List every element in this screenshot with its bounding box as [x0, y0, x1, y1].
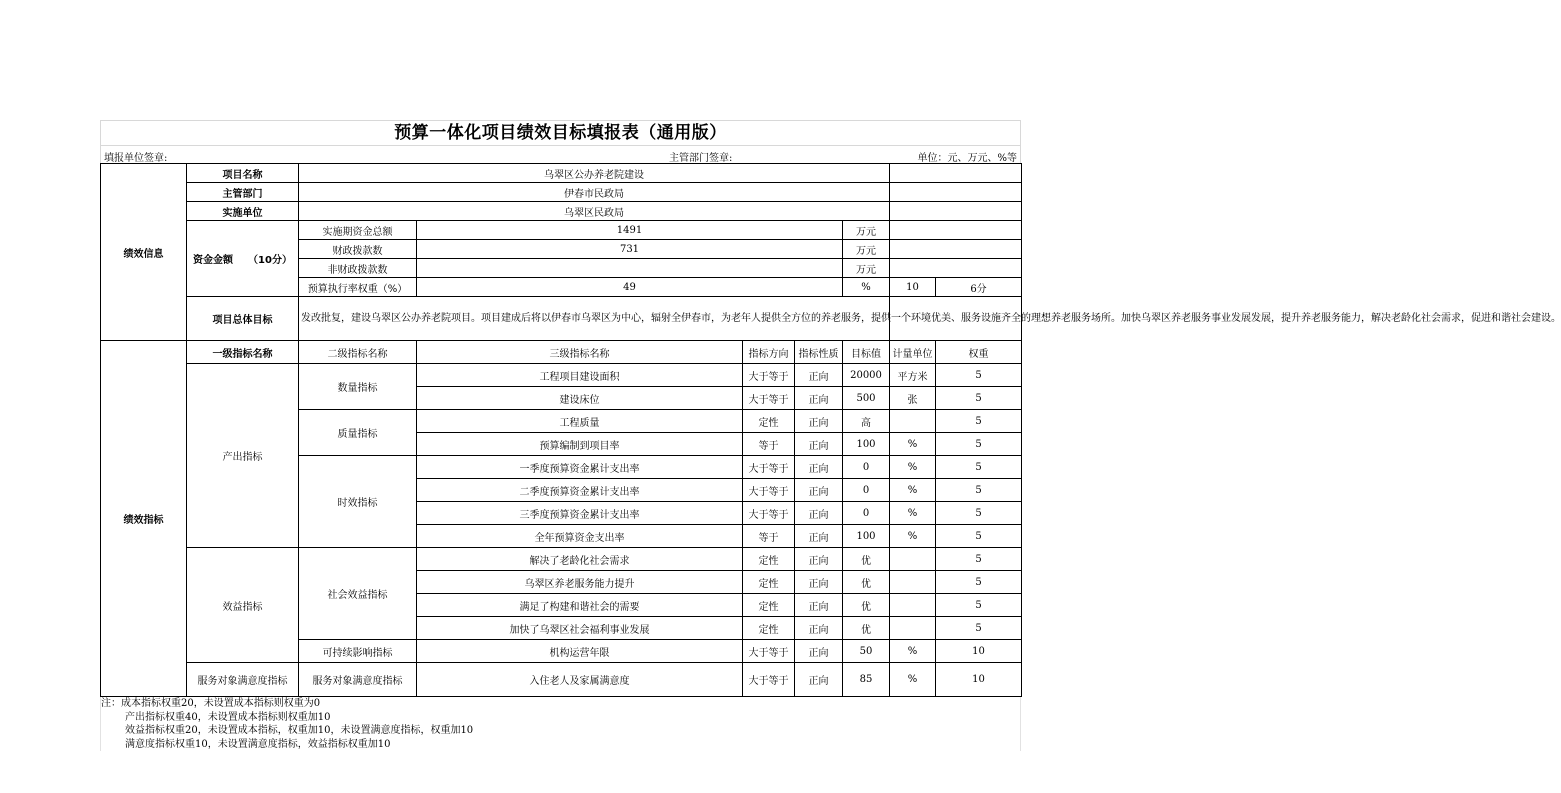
funds-total-unit: 万元 [843, 221, 890, 240]
funds-total-label: 实施期资金总额 [299, 221, 417, 240]
indicator-target-value: 优 [843, 617, 890, 640]
indicator-target-value: 优 [843, 594, 890, 617]
level3-indicator-name: 解决了老龄化社会需求 [417, 548, 743, 571]
indicator-weight: 5 [936, 433, 1022, 456]
dept-sign-label: 主管部门签章: [669, 153, 733, 164]
header-weight: 权重 [936, 341, 1022, 364]
indicator-unit: % [890, 640, 936, 663]
indicator-nature: 正向 [795, 640, 843, 663]
indicator-direction: 大于等于 [743, 387, 795, 410]
level3-indicator-name: 入住老人及家属满意度 [417, 663, 743, 697]
impl-unit-value: 乌翠区民政局 [299, 202, 890, 221]
indicator-weight: 5 [936, 364, 1022, 387]
level3-indicator-name: 三季度预算资金累计支出率 [417, 502, 743, 525]
level1-indicator-name: 服务对象满意度指标 [187, 663, 299, 697]
funds-total-value: 1491 [417, 221, 843, 240]
indicator-target-value: 500 [843, 387, 890, 410]
indicator-nature: 正向 [795, 617, 843, 640]
level3-indicator-name: 机构运营年限 [417, 640, 743, 663]
indicator-direction: 定性 [743, 571, 795, 594]
level3-indicator-name: 工程质量 [417, 410, 743, 433]
indicator-direction: 大于等于 [743, 640, 795, 663]
indicator-weight: 5 [936, 594, 1022, 617]
indicator-nature: 正向 [795, 571, 843, 594]
header-direction: 指标方向 [743, 341, 795, 364]
indicator-direction: 大于等于 [743, 364, 795, 387]
performance-table [100, 163, 1561, 697]
level2-indicator-name: 服务对象满意度指标 [299, 663, 417, 697]
funds-label: 资金金额 （10分） [187, 221, 299, 297]
indicator-target-value: 0 [843, 479, 890, 502]
indicator-unit: % [890, 456, 936, 479]
header-unit: 计量单位 [890, 341, 936, 364]
level3-indicator-name: 二季度预算资金累计支出率 [417, 479, 743, 502]
level1-indicator-name: 产出指标 [187, 364, 299, 548]
indicator-direction: 大于等于 [743, 479, 795, 502]
indicator-unit: % [890, 663, 936, 697]
indicator-weight: 10 [936, 663, 1022, 697]
exec-rate-score: 6分 [936, 278, 1022, 297]
form-title: 预算一体化项目绩效目标填报表（通用版） [100, 120, 1021, 145]
level2-indicator-name: 可持续影响指标 [299, 640, 417, 663]
indicator-nature: 正向 [795, 433, 843, 456]
indicator-direction: 大于等于 [743, 456, 795, 479]
indicator-target-value: 20000 [843, 364, 890, 387]
header-level3: 三级指标名称 [417, 341, 743, 364]
section-performance-indicators: 绩效指标 [101, 341, 187, 697]
form-sheet [100, 120, 1561, 751]
sign-row [100, 145, 1021, 163]
indicator-row [101, 364, 1022, 387]
indicator-nature: 正向 [795, 387, 843, 410]
indicator-direction: 等于 [743, 525, 795, 548]
indicator-target-value: 优 [843, 571, 890, 594]
project-name-value: 乌翠区公办养老院建设 [299, 164, 890, 183]
funds-fiscal-label: 财政拨款数 [299, 240, 417, 259]
indicator-unit: % [890, 502, 936, 525]
indicator-nature: 正向 [795, 663, 843, 697]
note-line: 注：成本指标权重20，未设置成本指标则权重为0 [101, 698, 321, 709]
indicator-unit [890, 594, 936, 617]
level3-indicator-name: 乌翠区养老服务能力提升 [417, 571, 743, 594]
indicator-unit: % [890, 479, 936, 502]
dept-value: 伊春市民政局 [299, 183, 890, 202]
indicator-weight: 5 [936, 479, 1022, 502]
indicator-weight: 5 [936, 502, 1022, 525]
indicator-weight: 5 [936, 571, 1022, 594]
note-line: 效益指标权重20，未设置成本指标，权重加10，未设置满意度指标，权重加10 [125, 725, 474, 736]
indicator-nature: 正向 [795, 594, 843, 617]
section-performance-info: 绩效信息 [101, 164, 187, 341]
level3-indicator-name: 工程项目建设面积 [417, 364, 743, 387]
indicator-nature: 正向 [795, 548, 843, 571]
level3-indicator-name: 预算编制到项目率 [417, 433, 743, 456]
indicator-target-value: 0 [843, 456, 890, 479]
indicator-unit [890, 571, 936, 594]
indicator-nature: 正向 [795, 479, 843, 502]
level2-indicator-name: 社会效益指标 [299, 548, 417, 640]
exec-rate-value: 49 [417, 278, 843, 297]
funds-nonfiscal-label: 非财政拨款数 [299, 259, 417, 278]
level1-indicator-name: 效益指标 [187, 548, 299, 663]
indicator-target-value: 100 [843, 433, 890, 456]
indicator-direction: 大于等于 [743, 663, 795, 697]
funds-nonfiscal-value [417, 259, 843, 278]
level3-indicator-name: 满足了构建和谐社会的需要 [417, 594, 743, 617]
level3-indicator-name: 加快了乌翠区社会福利事业发展 [417, 617, 743, 640]
level2-indicator-name: 时效指标 [299, 456, 417, 548]
indicator-direction: 大于等于 [743, 502, 795, 525]
indicator-direction: 定性 [743, 594, 795, 617]
indicator-nature: 正向 [795, 525, 843, 548]
indicator-weight: 5 [936, 387, 1022, 410]
indicator-unit: % [890, 433, 936, 456]
indicator-target-value: 100 [843, 525, 890, 548]
indicator-target-value: 50 [843, 640, 890, 663]
header-target: 目标值 [843, 341, 890, 364]
indicator-direction: 定性 [743, 548, 795, 571]
overall-goal-label: 项目总体目标 [187, 297, 299, 341]
exec-rate-label: 预算执行率权重（%） [299, 278, 417, 297]
unit-of-measure-label: 单位：元、万元、%等 [917, 153, 1017, 164]
impl-unit-label: 实施单位 [187, 202, 299, 221]
indicator-direction: 定性 [743, 617, 795, 640]
indicator-target-value: 高 [843, 410, 890, 433]
note-line: 满意度指标权重10，未设置满意度指标，效益指标权重加10 [125, 738, 391, 750]
exec-rate-weight: 10 [890, 278, 936, 297]
indicator-row [101, 548, 1022, 571]
level3-indicator-name: 建设床位 [417, 387, 743, 410]
indicator-weight: 5 [936, 456, 1022, 479]
indicator-nature: 正向 [795, 456, 843, 479]
indicator-unit: % [890, 525, 936, 548]
note-line: 产出指标权重40，未设置成本指标则权重加10 [125, 711, 331, 723]
indicator-unit [890, 410, 936, 433]
indicator-row [101, 663, 1022, 697]
indicator-target-value: 优 [843, 548, 890, 571]
exec-rate-unit: % [843, 278, 890, 297]
indicator-unit [890, 617, 936, 640]
project-name-label: 项目名称 [187, 164, 299, 183]
level3-indicator-name: 全年预算资金支出率 [417, 525, 743, 548]
funds-fiscal-unit: 万元 [843, 240, 890, 259]
indicator-nature: 正向 [795, 502, 843, 525]
unit-sign-label: 填报单位签章: [104, 153, 168, 164]
indicator-unit: 张 [890, 387, 936, 410]
indicator-nature: 正向 [795, 410, 843, 433]
overall-goal-text: 发改批复，建设乌翠区公办养老院项目。项目建成后将以伊春市乌翠区为中心，辐射全伊春市，为老年人提供全方位的养老服务，提供一个环境优美、服务设施齐全的理想养老服务场所。加快乌翠区养老服务事业发展发展，提升养老服务能力，解决老龄化社会需求，促进和谐社会建设。 [299, 297, 890, 341]
indicator-direction: 定性 [743, 410, 795, 433]
indicator-weight: 5 [936, 410, 1022, 433]
level2-indicator-name: 质量指标 [299, 410, 417, 456]
indicator-weight: 5 [936, 525, 1022, 548]
indicator-weight: 5 [936, 617, 1022, 640]
funds-fiscal-value: 731 [417, 240, 843, 259]
level2-indicator-name: 数量指标 [299, 364, 417, 410]
dept-label: 主管部门 [187, 183, 299, 202]
header-level2: 二级指标名称 [299, 341, 417, 364]
indicator-nature: 正向 [795, 364, 843, 387]
indicator-target-value: 85 [843, 663, 890, 697]
indicator-target-value: 0 [843, 502, 890, 525]
indicator-weight: 10 [936, 640, 1022, 663]
indicator-unit [890, 548, 936, 571]
funds-nonfiscal-unit: 万元 [843, 259, 890, 278]
notes-block [100, 697, 1021, 751]
header-nature: 指标性质 [795, 341, 843, 364]
indicator-direction: 等于 [743, 433, 795, 456]
level3-indicator-name: 一季度预算资金累计支出率 [417, 456, 743, 479]
indicator-weight: 5 [936, 548, 1022, 571]
indicator-unit: 平方米 [890, 364, 936, 387]
header-level1: 一级指标名称 [187, 341, 299, 364]
